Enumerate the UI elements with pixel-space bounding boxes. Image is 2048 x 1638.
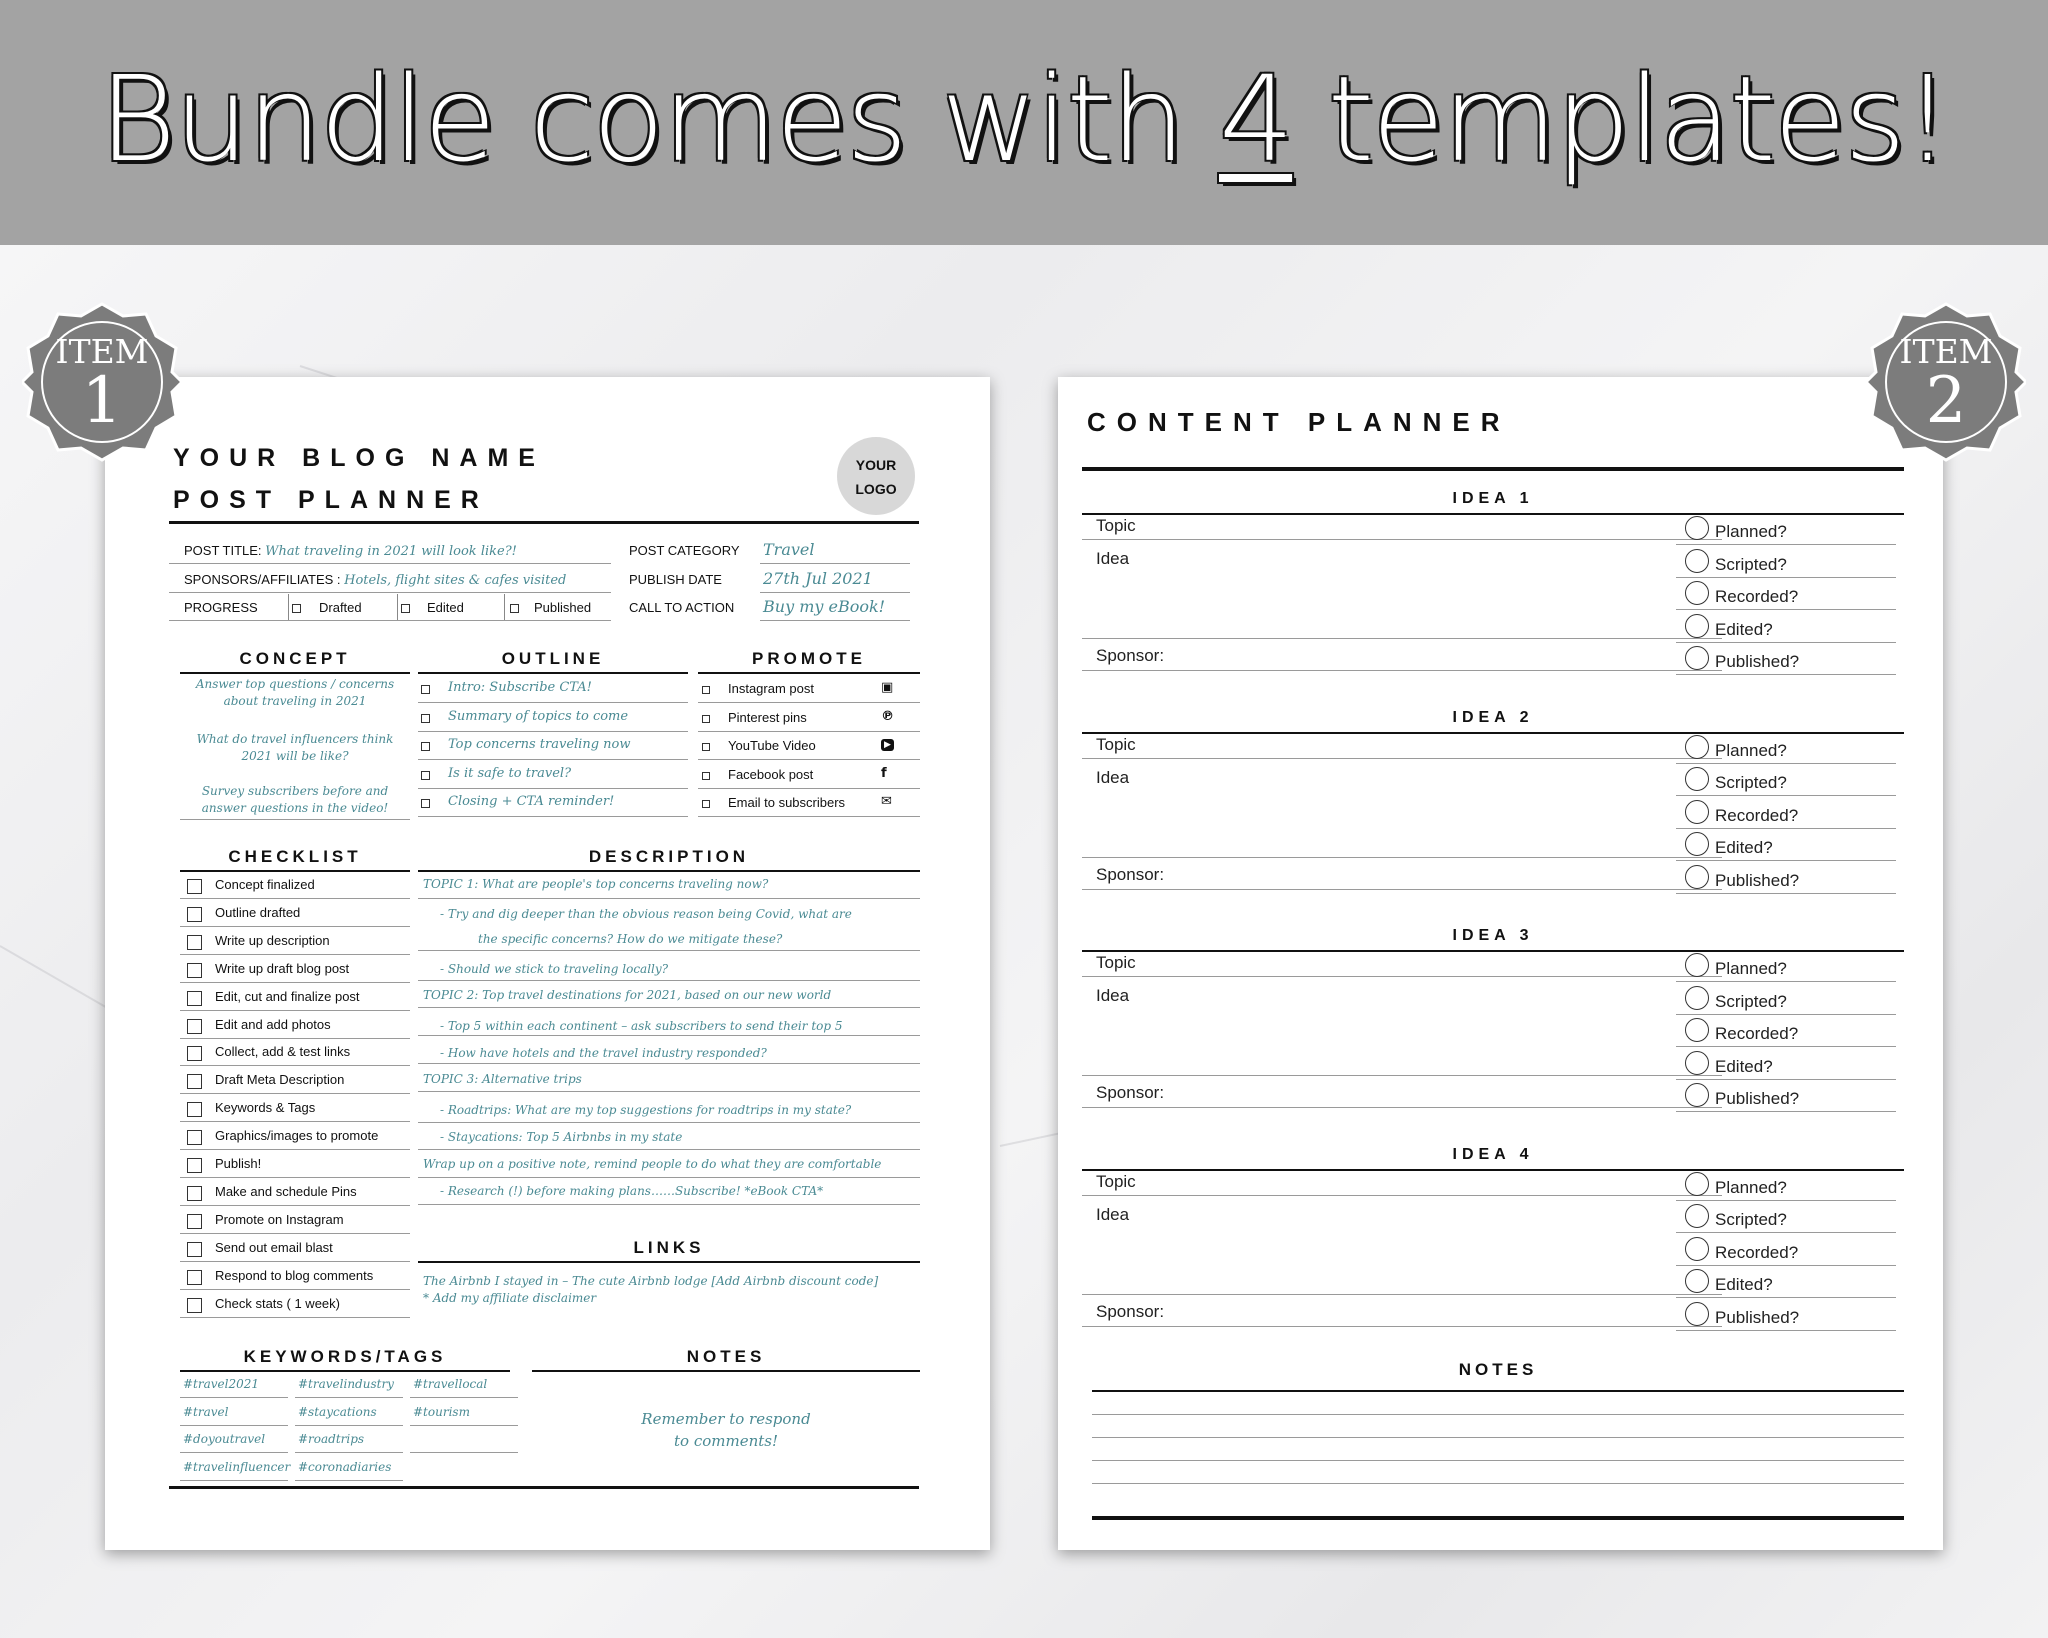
status-checkbox[interactable]	[1685, 1018, 1709, 1042]
sponsor-label: Sponsor:	[1096, 646, 1165, 665]
content-planner-page	[1058, 377, 1943, 1550]
promote-item: Pinterest pins	[728, 709, 807, 725]
status-checkbox[interactable]	[1685, 581, 1709, 605]
promote-heading: PROMOTE	[752, 649, 866, 668]
status-label: Recorded?	[1715, 1024, 1799, 1043]
promote-checkbox[interactable]	[702, 715, 710, 723]
checklist-checkbox[interactable]	[187, 1130, 202, 1145]
blog-name: YOUR BLOG NAME	[173, 444, 545, 472]
description-heading: DESCRIPTION	[588, 847, 750, 866]
outline-item: Is it safe to travel?	[448, 765, 572, 781]
checklist-item: Promote on Instagram	[215, 1211, 344, 1227]
keyword-tag: #travelindustry	[298, 1377, 394, 1391]
category-value: Travel	[763, 540, 815, 559]
published-label: Published	[534, 600, 592, 615]
status-label: Recorded?	[1715, 805, 1799, 825]
status-label: Scripted?	[1715, 554, 1787, 574]
topic-label: Topic	[1096, 953, 1136, 972]
keywords-heading: KEYWORDS/TAGS	[243, 1347, 447, 1366]
outline-checkbox[interactable]	[421, 799, 430, 808]
checklist-item: Graphics/images to promote	[215, 1128, 379, 1144]
checklist-item: Draft Meta Description	[215, 1072, 345, 1088]
content-planner-title: CONTENT PLANNER	[1087, 407, 1511, 437]
checklist-item: Check stats ( 1 week)	[215, 1295, 340, 1311]
outline-heading: OUTLINE	[501, 649, 605, 668]
status-checkbox[interactable]	[1685, 767, 1709, 791]
sponsors-label: SPONSORS/AFFILIATES : Hotels, flight sites & cafes visited	[184, 572, 567, 588]
published-checkbox[interactable]	[510, 604, 519, 613]
status-label: Planned?	[1715, 522, 1787, 541]
checklist-item: Edit, cut and finalize post	[215, 988, 360, 1004]
checklist-item: Write up draft blog post	[215, 960, 350, 976]
promote-checkbox[interactable]	[702, 743, 710, 751]
cta-value: Buy my eBook!	[763, 597, 886, 616]
status-checkbox[interactable]	[1685, 953, 1709, 977]
status-label: Published?	[1715, 870, 1800, 890]
promote-checkbox[interactable]	[702, 772, 710, 780]
description-line: - How have hotels and the travel industry responded?	[440, 1046, 767, 1060]
checklist-item: Outline drafted	[215, 904, 301, 920]
checklist-heading: CHECKLIST	[228, 847, 362, 866]
status-label: Planned?	[1715, 959, 1787, 978]
post-planner-page: YOUR BLOG NAME POST PLANNER YOUR LOGO POST TITLE: What traveling in 2021 will look like?! SPONSORS/AFFILIATES : Hotels, flight sites & cafes visited PROGRESS Drafted Edited Published POST CATEGORY Travel PUBLISH DATE 27th Jul 2021 CALL TO ACTION Buy my eBook! CONCEPT Answer top questions / concerns about traveling in 2021 What do travel influencers think 2021 will be like? Survey subscribers before and answer questions in the video! OUTLINE PROMOTE CHECKLIST DESCRIPTION LINKS The Airbnb I stayed in – The cute Airbnb lodge [Add Airbnb discount code] * Add my affiliate disclaimer KEYWORDS/TAGS NOTES Remember to respond to comments! Intro: Subscribe CTA! Summary of topics to come Top concerns traveling now Is it safe to travel? Closing + CTA reminder! Instagram post ▣ Pinterest pins ℗ YouTube Video ▶ Facebook post f Email to subscribers ✉ Concept finalized Outline drafted Write up description Write up draft blog post Edit, cut and finalize post Edit and add photos Collect, add & test links Draft Meta Description Keywords & Tags Graphics/images to promote Publish! Make and schedule Pins Promote on Instagram Send out email blast Respond to blog comments Check stats ( 1 week) TOPIC 1: What are people's top concerns traveling now? - Try and dig deeper than the obvious reason being Covid, what are the specific concerns? How do we mitigate these? - Should we stick to traveling locally? TOPIC 2: Top travel destinations for 2021, based on our new world - Top 5 within each continent – ask subscribers to send their top 5 - How have hotels and the travel industry responded? TOPIC 3: Alternative trips - Roadtrips: What are my top suggestions for roadtrips in my state? - Staycations: Top 5 Airbnbs in my state Wrap up on a positive note, remind people to do what they are comfortable - Research (!) before making plans……Subscribe! *eBook CTA* #travel2021 #travelindustry #travellocal #travel #staycations #tourism #doyoutravel #roadtrips #travelinfluencer #coronadiaries	[105, 377, 990, 1550]
outline-checkbox[interactable]	[421, 685, 430, 694]
header-banner	[0, 0, 2048, 245]
status-label: Scripted?	[1715, 991, 1787, 1011]
description-line: TOPIC 3: Alternative trips	[423, 1072, 582, 1086]
description-line: - Should we stick to traveling locally?	[440, 962, 669, 976]
promote-item: Instagram post	[728, 681, 814, 696]
status-label: Published?	[1715, 652, 1800, 671]
checklist-checkbox[interactable]	[187, 935, 202, 950]
status-label: Published?	[1715, 1307, 1800, 1327]
outline-item: Top concerns traveling now	[448, 737, 631, 752]
idea-heading: IDEA 2	[1452, 708, 1534, 726]
checklist-item: Send out email blast	[215, 1239, 333, 1255]
status-checkbox[interactable]	[1685, 1302, 1709, 1326]
sponsor-label: Sponsor:	[1096, 1301, 1165, 1321]
status-label: Planned?	[1715, 740, 1787, 760]
post-planner-title: POST PLANNER	[173, 486, 489, 514]
checklist-checkbox[interactable]	[187, 879, 202, 894]
promote-item: Email to subscribers	[728, 795, 846, 810]
promote-checkbox[interactable]	[702, 686, 710, 694]
status-label: Recorded?	[1715, 587, 1799, 606]
checklist-checkbox[interactable]	[187, 1102, 202, 1117]
description-line: TOPIC 1: What are people's top concerns traveling now?	[423, 877, 769, 891]
status-label: Edited?	[1715, 619, 1773, 639]
edited-checkbox[interactable]	[401, 604, 410, 613]
status-checkbox[interactable]	[1685, 1269, 1709, 1293]
status-label: Planned?	[1715, 1177, 1787, 1197]
description-line: - Top 5 within each continent – ask subscribers to send their top 5	[440, 1019, 843, 1033]
links-heading: LINKS	[633, 1238, 705, 1257]
checklist-item: Concept finalized	[215, 877, 315, 892]
keyword-tag: #travel2021	[183, 1377, 260, 1391]
description-line: - Try and dig deeper than the obvious reason being Covid, what are	[440, 907, 852, 921]
status-checkbox[interactable]	[1685, 549, 1709, 573]
idea-label: Idea	[1096, 767, 1130, 787]
checklist-checkbox[interactable]	[187, 1270, 202, 1285]
keyword-tag: #roadtrips	[298, 1432, 365, 1446]
checklist-checkbox[interactable]	[187, 1074, 202, 1089]
checklist-item: Keywords & Tags	[215, 1100, 316, 1116]
status-checkbox[interactable]	[1685, 800, 1709, 824]
idea-heading: IDEA 4	[1452, 1145, 1534, 1163]
keyword-tag: #staycations	[298, 1404, 377, 1419]
outline-item: Intro: Subscribe CTA!	[448, 680, 592, 695]
description-line: - Staycations: Top 5 Airbnbs in my state	[440, 1130, 683, 1144]
outline-item: Summary of topics to come	[448, 708, 629, 724]
promote-item: YouTube Video	[728, 738, 816, 753]
envelope-icon: ✉	[881, 794, 892, 809]
notes-heading: NOTES	[686, 1347, 766, 1366]
banner-title: Bundle comes with 4 templates!	[98, 50, 1950, 188]
concept-heading: CONCEPT	[239, 649, 351, 668]
checklist-checkbox[interactable]	[187, 1298, 202, 1313]
youtube-icon: ▶	[881, 739, 894, 751]
category-label: POST CATEGORY	[629, 543, 740, 558]
status-label: Scripted?	[1715, 773, 1787, 792]
checklist-checkbox[interactable]	[187, 907, 202, 922]
status-label: Published?	[1715, 1089, 1800, 1108]
status-label: Edited?	[1715, 1056, 1773, 1076]
topic-label: Topic	[1096, 516, 1136, 535]
keyword-tag: #travellocal	[413, 1377, 488, 1391]
checklist-item: Publish!	[215, 1156, 262, 1171]
checklist-checkbox[interactable]	[187, 1019, 202, 1034]
checklist-checkbox[interactable]	[187, 1158, 202, 1173]
status-checkbox[interactable]	[1685, 986, 1709, 1010]
cta-label: CALL TO ACTION	[629, 600, 735, 615]
post-title-label: POST TITLE: What traveling in 2021 will look like?!	[184, 543, 517, 559]
outline-checkbox[interactable]	[421, 714, 430, 723]
checklist-checkbox[interactable]	[187, 963, 202, 978]
checklist-item: Edit and add photos	[215, 1016, 331, 1032]
idea-heading: IDEA 3	[1452, 927, 1534, 944]
instagram-icon: ▣	[881, 680, 894, 695]
description-line: - Research (!) before making plans……Subscribe! *eBook CTA*	[440, 1184, 824, 1198]
status-label: Edited?	[1715, 1275, 1773, 1294]
status-checkbox[interactable]	[1685, 1172, 1709, 1196]
description-line: TOPIC 2: Top travel destinations for 2021, based on our new world	[423, 988, 832, 1002]
facebook-icon: f	[881, 765, 887, 781]
notes-text: to comments!	[674, 1432, 778, 1450]
checklist-item: Make and schedule Pins	[215, 1183, 357, 1199]
keyword-tag: #tourism	[413, 1404, 470, 1419]
status-checkbox[interactable]	[1685, 735, 1709, 759]
notes-text: Remember to respond	[641, 1410, 811, 1428]
status-checkbox[interactable]	[1685, 1204, 1709, 1228]
topic-label: Topic	[1096, 734, 1136, 754]
keyword-tag: #doyoutravel	[183, 1432, 266, 1446]
status-checkbox[interactable]	[1685, 646, 1709, 670]
item-2-badge: ITEM 2	[1866, 302, 2026, 462]
description-line: the specific concerns? How do we mitigate these?	[478, 932, 783, 946]
keyword-tag: #coronadiaries	[298, 1459, 392, 1474]
outline-checkbox[interactable]	[421, 771, 430, 780]
status-label: Recorded?	[1715, 1242, 1799, 1262]
idea-label: Idea	[1096, 986, 1130, 1005]
sponsor-label: Sponsor:	[1096, 864, 1165, 884]
checklist-checkbox[interactable]	[187, 991, 202, 1006]
keyword-tag: #travel	[183, 1404, 229, 1419]
checklist-checkbox[interactable]	[187, 1242, 202, 1257]
progress-label: PROGRESS	[184, 600, 258, 615]
publish-date-label: PUBLISH DATE	[629, 572, 722, 587]
status-checkbox[interactable]	[1685, 832, 1709, 856]
pinterest-icon: ℗	[881, 708, 894, 724]
status-checkbox[interactable]	[1685, 1051, 1709, 1075]
links-line: * Add my affiliate disclaimer	[423, 1291, 597, 1305]
checklist-item: Respond to blog comments	[215, 1267, 374, 1283]
status-checkbox[interactable]	[1685, 865, 1709, 889]
status-checkbox[interactable]	[1685, 614, 1709, 638]
logo-placeholder: YOUR LOGO	[837, 437, 915, 515]
drafted-checkbox[interactable]	[292, 604, 301, 613]
idea-label: Idea	[1096, 1204, 1130, 1224]
edited-label: Edited	[427, 600, 464, 615]
description-line: Wrap up on a positive note, remind people to do what they are comfortable	[423, 1157, 882, 1171]
description-line: - Roadtrips: What are my top suggestions for roadtrips in my state?	[440, 1103, 852, 1117]
checklist-checkbox[interactable]	[187, 1214, 202, 1229]
idea-label: Idea	[1096, 549, 1130, 568]
promote-checkbox[interactable]	[702, 800, 710, 808]
keyword-tag: #travelinfluencer	[183, 1459, 291, 1474]
outline-checkbox[interactable]	[421, 742, 430, 751]
checklist-item: Write up description	[215, 932, 330, 948]
idea-heading: IDEA 1	[1452, 490, 1534, 507]
publish-date-value: 27th Jul 2021	[763, 569, 873, 588]
drafted-label: Drafted	[319, 600, 362, 615]
status-checkbox[interactable]	[1685, 1237, 1709, 1261]
promote-item: Facebook post	[728, 766, 814, 782]
topic-label: Topic	[1096, 1171, 1136, 1191]
links-line: The Airbnb I stayed in – The cute Airbnb lodge [Add Airbnb discount code]	[423, 1274, 879, 1288]
outline-item: Closing + CTA reminder!	[448, 794, 615, 809]
sponsor-label: Sponsor:	[1096, 1083, 1165, 1102]
checklist-checkbox[interactable]	[187, 1186, 202, 1201]
status-checkbox[interactable]	[1685, 1083, 1709, 1107]
checklist-item: Collect, add & test links	[215, 1044, 351, 1060]
checklist-checkbox[interactable]	[187, 1046, 202, 1061]
status-label: Scripted?	[1715, 1210, 1787, 1229]
status-label: Edited?	[1715, 838, 1773, 857]
status-checkbox[interactable]	[1685, 516, 1709, 540]
item-1-badge: ITEM 1	[22, 302, 182, 462]
content-notes-heading: NOTES	[1458, 1360, 1538, 1379]
